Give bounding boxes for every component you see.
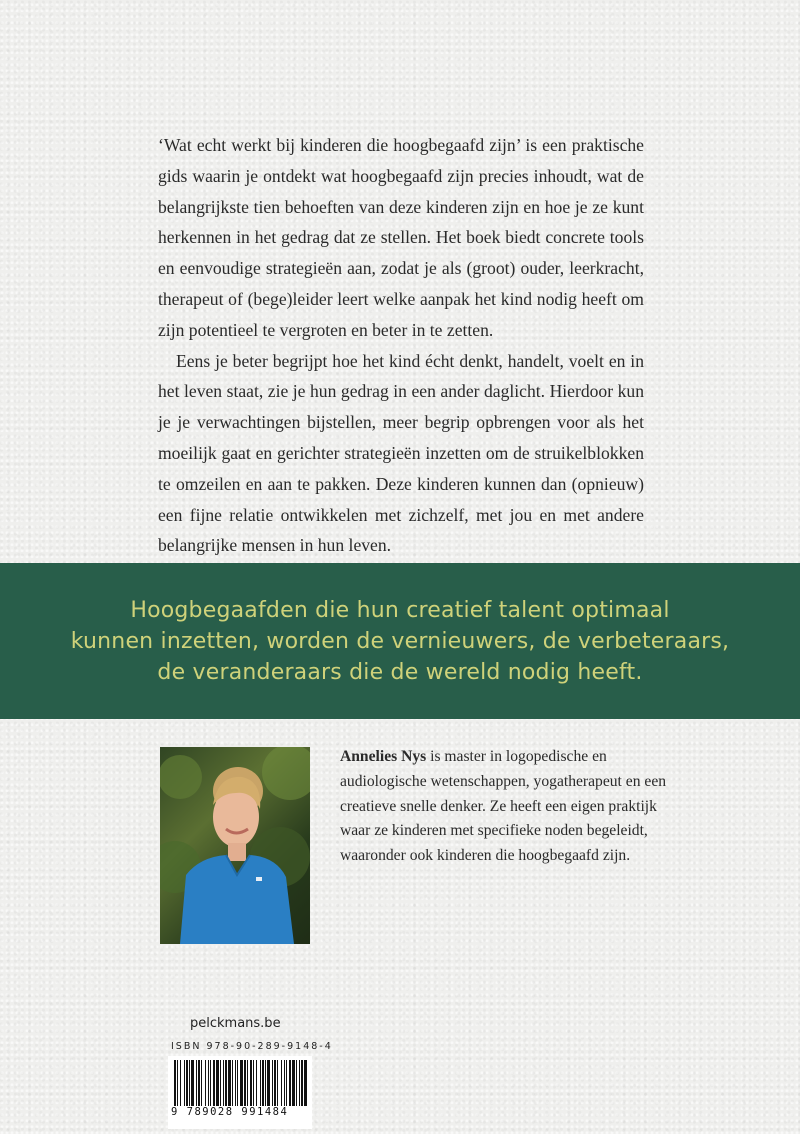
barcode-bar	[253, 1060, 254, 1106]
barcode-bar	[205, 1060, 206, 1106]
barcode-bar	[189, 1060, 190, 1106]
barcode-bar	[250, 1060, 252, 1106]
barcode-bar	[174, 1060, 176, 1106]
barcode-bar	[256, 1060, 257, 1106]
barcode-bar	[289, 1060, 291, 1106]
barcode-bar	[235, 1060, 236, 1106]
barcode-bar	[186, 1060, 188, 1106]
barcode-bar	[232, 1060, 233, 1106]
blurb-paragraph-2: Eens je beter begrijpt hoe het kind écht denkt, handelt, voelt en in het leven staat, zie je hun gedrag in een ander daglicht. Hierdoor kun je je verwachtingen bijstellen, meer begrip opbrengen voor als het moeilijk gaat en gerichter strategieën inzetten om de struikelblokken te omzeilen en aan te pakken. Deze kinderen kunnen dan (opnieuw) een fijne relatie ontwikkelen met zichzelf, met jou en met andere belangrijke mensen in hun leven.	[158, 350, 644, 556]
barcode-bar	[228, 1060, 231, 1106]
barcode-bar	[191, 1060, 194, 1106]
barcode-bar	[292, 1060, 295, 1106]
author-name: Annelies Nys	[340, 748, 427, 765]
barcode	[168, 1056, 312, 1129]
barcode-bar	[244, 1060, 246, 1106]
barcode-bar	[247, 1060, 248, 1106]
barcode-bar	[296, 1060, 297, 1106]
barcode-bar	[277, 1060, 278, 1106]
barcode-bar	[216, 1060, 219, 1106]
barcode-bar	[198, 1060, 200, 1106]
barcode-bar	[267, 1060, 270, 1106]
barcode-bar	[184, 1060, 185, 1106]
barcode-bar	[284, 1060, 285, 1106]
isbn-label: ISBN 978-90-289-9148-4	[171, 1041, 333, 1052]
barcode-bar	[265, 1060, 266, 1106]
barcode-bar	[220, 1060, 221, 1106]
barcode-bar	[213, 1060, 215, 1106]
barcode-bar	[260, 1060, 261, 1106]
barcode-bar	[304, 1060, 307, 1106]
barcode-bar	[223, 1060, 224, 1106]
blurb-text	[158, 130, 644, 561]
barcode-bar	[196, 1060, 197, 1106]
quote-line-3: de veranderaars die de wereld nodig heeft.	[157, 659, 643, 685]
barcode-bar	[180, 1060, 181, 1106]
barcode-bar	[201, 1060, 202, 1106]
author-photo	[160, 747, 310, 944]
quote-line-1: Hoogbegaafden die hun creatief talent optimaal	[130, 597, 670, 623]
barcode-bars	[168, 1056, 312, 1129]
barcode-bar	[281, 1060, 282, 1106]
author-bio	[340, 745, 670, 869]
barcode-bar	[177, 1060, 178, 1106]
barcode-bar	[208, 1060, 209, 1106]
barcode-bar	[262, 1060, 264, 1106]
barcode-bar	[272, 1060, 273, 1106]
publisher-website[interactable]: pelckmans.be	[190, 1016, 281, 1031]
pull-quote	[50, 595, 750, 688]
barcode-bar	[301, 1060, 303, 1106]
barcode-bar	[225, 1060, 227, 1106]
author-portrait-illustration	[160, 747, 310, 944]
barcode-digits: 9 789028 991484	[171, 1106, 289, 1118]
quote-line-2: kunnen inzetten, worden de vernieuwers, de verbeteraars,	[70, 628, 730, 654]
barcode-bar	[299, 1060, 300, 1106]
barcode-bar	[210, 1060, 211, 1106]
barcode-bar	[274, 1060, 276, 1106]
barcode-bar	[237, 1060, 238, 1106]
barcode-bar	[240, 1060, 243, 1106]
author-bio-text: is master in logopedische en audiologische wetenschappen, yogatherapeut en een creatieve snelle denker. Ze heeft een eigen praktijk waar ze kinderen met specifieke noden begeleidt, waaronder ook kinderen die hoogbegaafd zijn.	[340, 748, 667, 865]
barcode-bar	[286, 1060, 287, 1106]
blurb-paragraph-1: ‘Wat echt werkt bij kinderen die hoogbegaafd zijn’ is een praktische gids waarin je ontdekt wat hoogbegaafd zijn precies inhoudt, wat de belangrijkste tien behoeften van deze kinderen zijn en hoe je ze kunt herkennen in het gedrag dat ze stellen. Het boek biedt concrete tools en eenvoudige strategieën aan, zodat je als (groot) ouder, leerkracht, therapeut of (bege)leider leert welke aanpak het kind nodig heeft om zijn potentieel te vergroten en beter in te zetten.	[158, 135, 644, 340]
quote-band	[0, 563, 800, 719]
